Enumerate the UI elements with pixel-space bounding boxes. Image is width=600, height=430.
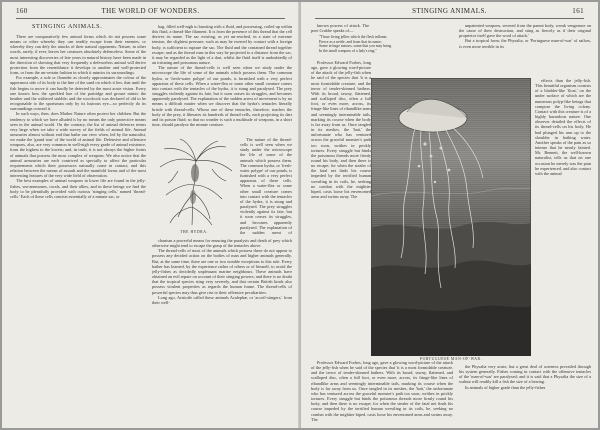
paragraph: known powers of attack. The poet Crabbe speaks of— [311, 23, 369, 33]
text-column-right-top [152, 24, 292, 136]
figure-caption: PORTUGUESE MAN-OF-WAR. [419, 357, 483, 361]
text-column-right-narrow [535, 78, 591, 360]
paragraph: bag, filled well-nigh to bursting with a fluid, and possessing, coiled up within this fluid, a thread-like filament. It is from the presence of this thread that the cell derives its name. The sac existing, as yet un-reached, in a state of extreme tension, the slightest pressure, such as may be exerted by contact with a foreign body, is sufficient to rupture the sac. The fluid and the contained thread together escape; and as the thread runs in this way be projected to a distance from the sac, it may be regarded as the light of a dart, whilst the fluid itself is undoubtedly of an irritating and poisonous nature. [152, 24, 292, 66]
paragraph: Professor Edward Forbes, long ago, gave a glowing word-picture of the attack of the jelly-fish when he said of the species that 'it is a most formidable creature, and the terror of tender-skinned bathers. With its broad, tawny, flattened, and scalloped disc, often a full foot, or even more, across, its fringe-like lines of ribandlike arms and seemingly interminable tails, marking its course when the body is far away from us. Once tangled in its meshes, the 'bait,' the unfortunate who has ventured across the graceful monster's path too soon, writhes in prickly tortures. Every struggle but binds the poisonous threads more firmly round his body, and then there is no escape; for when the stealer of the fatal net finds his course impeded by the terrified human wrestling in its coils, he, seeking no combat with the mightier biped, casts loose his envenomed arms and swims away. The [311, 60, 371, 200]
header-rule [315, 18, 584, 19]
paragraph: There are comparatively few animal forms which do not possess some means or other whereby they can readily escape from their enemies, or whereby they can defy the attacks of their natural opponents. Nature, in other words, rarely, if ever, leaves her creatures absolutely defenceless. Some of the most interesting discoveries of late years in natural history have been made in the direction of showing that very frequently a defenceless animal will derive protection from the resemblance it develops to another and well-protected form, or from the un-certain fashion in which it mimics its surroundings. [10, 34, 146, 76]
section-heading: STINGING ANIMALS. [32, 23, 103, 30]
man-of-war-drawing [371, 78, 531, 356]
running-title: STINGING ANIMALS. [412, 7, 487, 15]
figure-caption: THE HYDRA. [180, 230, 208, 234]
verse-line: "Those living jellies which the flesh inflame, [319, 35, 388, 39]
paragraph: Long ago, Aristotle called these animals Acalephæ, or 'accoil-stingers,' from their well- [152, 294, 292, 305]
verse-line: In the small compass of a lady's ring." [319, 48, 377, 53]
text-column-right-bottom [152, 238, 292, 424]
paragraph: The nature of the thread-cells is well seen when we study under the microscope the life of some of the animals which possess them. The common hydra, or 'fresh-water polype' of our ponds, is furnished with a very perfect apparatus of these cells. When a water-flea or some other small creature comes into contact with the tentacles of the hydra, it is stung and paralysed. The prey struggles violently against its fate, but it soon ceases its struggles, and becomes apparently paralysed. The explanation of the sudden arrest of movement is by no means a difficult matter when we discover that the hydra's tentacles literally bristle with thread-cells. Whoso one of these tentacles, therefore, touches the body of the prey, it liberates its hundreds of thread-cells, each projecting its dart and its poison fluid; so that no wonder is such a multitude of weapons, in a short time, should paralyse the minute creature. [152, 65, 292, 127]
verse-block [319, 35, 431, 59]
text-column-left-bottom [311, 360, 453, 424]
text-line [311, 23, 369, 33]
text-column-beside-figure [240, 137, 292, 235]
hydra-illustration [152, 137, 236, 229]
man-of-war-illustration [371, 78, 531, 356]
book-spread [2, 2, 598, 428]
text-column-right-top [459, 23, 591, 75]
paragraph: In animals of higher grade than the jelly-fishes [465, 384, 546, 390]
paragraph: effects than the jelly-fish. This beautiful organism consists of a bladder-like 'float,' on the under surface of which are the numerous polyp-like beings that compose the living colony. Contact with this creature is of a highly hazardous nature. One observer detailed the effects of its thread-cells on his body. He had plunged his arm up to the shoulder in bathing water. Another speaks of the pain as so intense that he nearly fainted. Mr. Bennett, the well-known naturalist, tells us that on one occasion he merely was the pain he experienced, and also contact with the animal [535, 78, 591, 176]
running-head [16, 7, 285, 17]
running-title: THE WORLD OF WONDERS. [101, 7, 200, 15]
text-column-left-narrow [311, 60, 371, 360]
header-rule [16, 18, 285, 19]
paragraph: But a tropical form, the Physalia, or 'Portuguese man-of-war' of sailors, is even more terrible in its [459, 38, 591, 49]
page-number: 160 [16, 7, 28, 15]
paragraph: The best examples of animal weapons in lower life are found in the jelly-fishes, sea-anemones, corals, and their allies, and in these beings we find the body to be plentifully provided with curious 'stinging cells,' named 'thread-cells.' Each of these cells consists essentially of a minute sac, or [10, 178, 146, 199]
hydra-drawing [152, 137, 236, 229]
paragraph: For example, a sole or flounder as closely approximates the colour of the uppermost side of its body to the line of the sand on which it lies, that until the fish begins to move it can hardly be detected by the most acute vision. Every one knows how the speckled hue of the partridge and grouse mimic the heather and the withered stubble; and the woodcock was declared of old to be recognisable to the sportsman only by its lustrous eye—so perfectly do its surroundings conceal it. [10, 75, 146, 112]
left-page [2, 2, 299, 428]
right-page [301, 2, 598, 428]
paragraph: the Physalia very acute, but a great deal of soreness prevailed through his system generally. Fishes coming in contact with the offensive tentacles of the 'man-of-war' are paralysed; and it is said that a Physalia the size of a walnut will readily kill a fish the size of a herring. [459, 364, 591, 385]
paragraph: unpatented weapons, severed from the parent body, wreak vengeance on the cause of their destruction, and sting as fiercely as if their original proprietor itself gave the word of attack.' [459, 23, 591, 39]
paragraph: In such ways, then, does Mother Nature often protect her children. But the tendency to which we have alluded is by no means the only protective means seen in the animal world. On the contrary, the list of animal defences teems very large when we take a wide survey of the fields of animal life. Animal armouries almost without end that bathe our view when, led by the naturalist, we make the 'grand tour' of the world of animal life. Defensive and offensive weapons, also, are very common in well-nigh every grade of animal existence, from the highest to the lowest; and, in truth, it is not always the higher forms of animals that possess the most complex of weapons. We also notice that the animal armouries are each contrived as specially to affect the particular requirements which their possessors naturally come in contact; and this relation between the means of assault and the manifold forms and of the most interesting features of the very wide field of observation. [10, 111, 146, 179]
paragraph: chanism a powerful means for ensuring the paralysis and death of prey which otherwise might tend to escape the grasp of the tentacles above. [152, 238, 292, 249]
text-column-left [10, 34, 146, 424]
paragraph: The nature of the thread-cells is well seen when we study under the microscope the life of some of the animals which possess them. The common hydra, or 'fresh-water polype' of our ponds, is furnished with a very perfect apparatus of these cells. When a water-flea or some other small creature comes into contact with the tentacles of the hydra, it is stung and paralysed. The prey struggles violently against its fate, but it soon ceases its struggles, and becomes apparently paralysed. The explanation of the sudden arrest of [240, 137, 292, 235]
running-head [315, 7, 584, 17]
verse-line: Some in huge masses, some that you may bring [319, 44, 392, 49]
paragraph: The thread-cells of most of the animals which possess these do not appear to possess any decided action on the bodies of man and higher animals generally. But, at the same time, there are one or two notable exceptions to this rule. Every bather has learned, by the experience rather of others or of himself, to avoid the jelly-fishes as decidedly unpleasant marine neighbours. These animals have obtained an evil repute on account of their stinging powers; and there is no doubt that the tropical species sting very severely, and that certain British kinds also possess virulent properties as regards the human frame. The thread-cells of powerful species may thus give rise to their offensive peculiarities. [152, 248, 292, 295]
page-number: 161 [572, 7, 584, 15]
text-column-right-bottom [459, 364, 591, 424]
verse-line: Fierce as a nettle, and from that its name; [319, 39, 382, 44]
paragraph: Professor Edward Forbes, long ago, gave a glowing word-picture of the attack of the jelly-fish when he said of the species that 'it is a most formidable creature, and the terror of tender-skinned bathers. With its broad, tawny, flattened, and scalloped disc, often a full foot, or even more, across, its fringe-like lines of ribandlike arms and seemingly interminable tails, marking its course when the body is far away from us. Once tangled in its meshes, the 'bait,' the unfortunate who has ventured across the graceful monster's path too soon, writhes in prickly tortures. Every struggle but binds the poisonous threads more firmly round his body, and then there is no escape; for when the stealer of the fatal net finds his course impeded by the terrified human wrestling in its coils, he, seeking no combat with the mightier biped, casts loose his envenomed arms and swims away. The [311, 360, 453, 422]
